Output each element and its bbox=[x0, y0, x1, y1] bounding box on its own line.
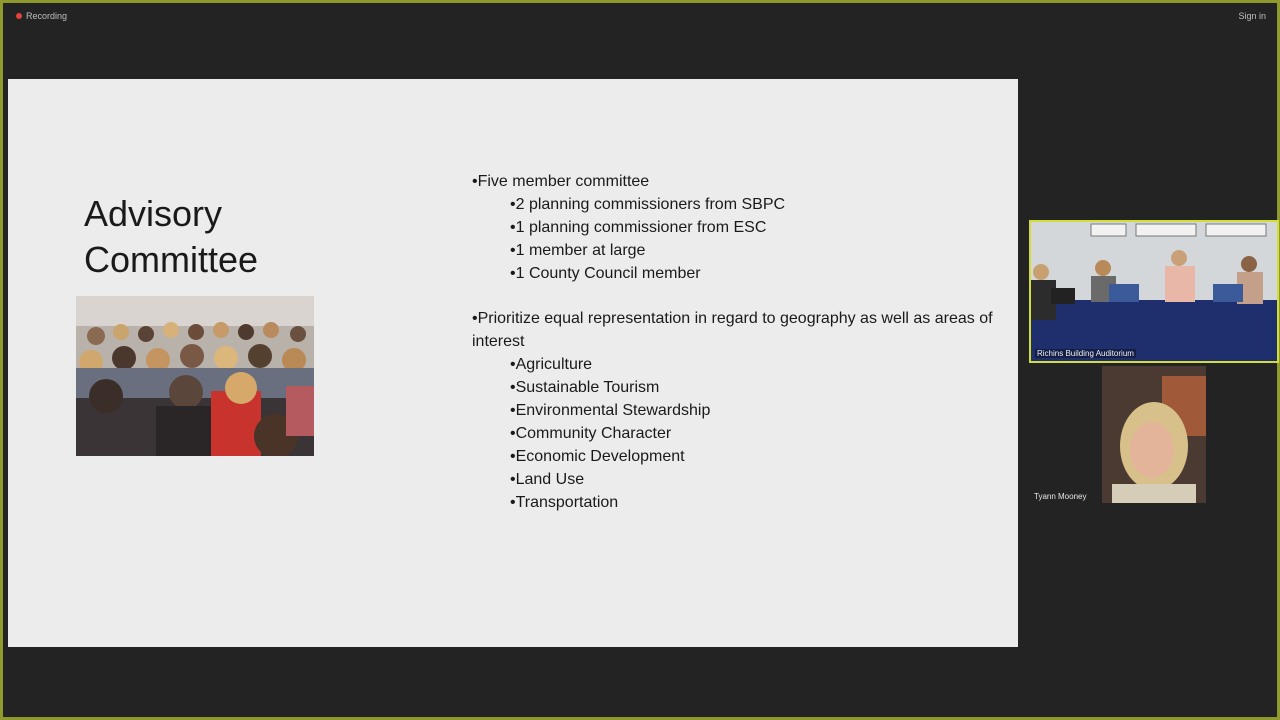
sub-bullet: •Agriculture bbox=[510, 356, 593, 373]
sub-bullet: •Transportation bbox=[510, 494, 619, 511]
sub-bullet: •1 planning commissioner from ESC bbox=[510, 219, 767, 236]
recording-icon bbox=[16, 13, 22, 19]
sub-bullet: •1 County Council member bbox=[510, 265, 701, 282]
sub-bullet: •1 member at large bbox=[510, 242, 646, 259]
participant-name-person: Tyann Mooney bbox=[1034, 492, 1087, 501]
slide-title-line-1: Advisory bbox=[84, 193, 223, 234]
audience-photo-graphic bbox=[76, 296, 314, 456]
shared-slide bbox=[8, 79, 1018, 647]
audience-photo bbox=[76, 296, 314, 456]
sub-bullet: •Environmental Stewardship bbox=[510, 402, 711, 419]
bullet-spacer bbox=[472, 285, 1002, 307]
sub-bullet: •Community Character bbox=[510, 425, 672, 442]
sign-in-link[interactable]: Sign in bbox=[1238, 11, 1266, 21]
sub-bullet: •Economic Development bbox=[510, 448, 685, 465]
slide-title-line-2: Committee bbox=[84, 239, 259, 280]
sub-bullet: •Land Use bbox=[510, 471, 585, 488]
room-video-graphic bbox=[1031, 222, 1277, 361]
participant-tile-person[interactable] bbox=[1102, 366, 1206, 503]
bullet-representation: •Prioritize equal representation in regard to geography as well as areas of interest bbox=[472, 310, 993, 350]
recording-label: Recording bbox=[26, 11, 68, 21]
slide-title bbox=[84, 191, 384, 283]
participant-tile-room[interactable] bbox=[1029, 220, 1279, 363]
participant-name-room: Richins Building Auditorium bbox=[1037, 349, 1134, 358]
sub-bullet: •Sustainable Tourism bbox=[510, 379, 660, 396]
person-video-graphic bbox=[1102, 366, 1206, 503]
bullet-committee-size: •Five member committee bbox=[472, 173, 650, 190]
top-bar bbox=[6, 6, 1274, 28]
sub-bullet: •2 planning commissioners from SBPC bbox=[510, 196, 786, 213]
slide-bullets bbox=[472, 170, 1002, 514]
